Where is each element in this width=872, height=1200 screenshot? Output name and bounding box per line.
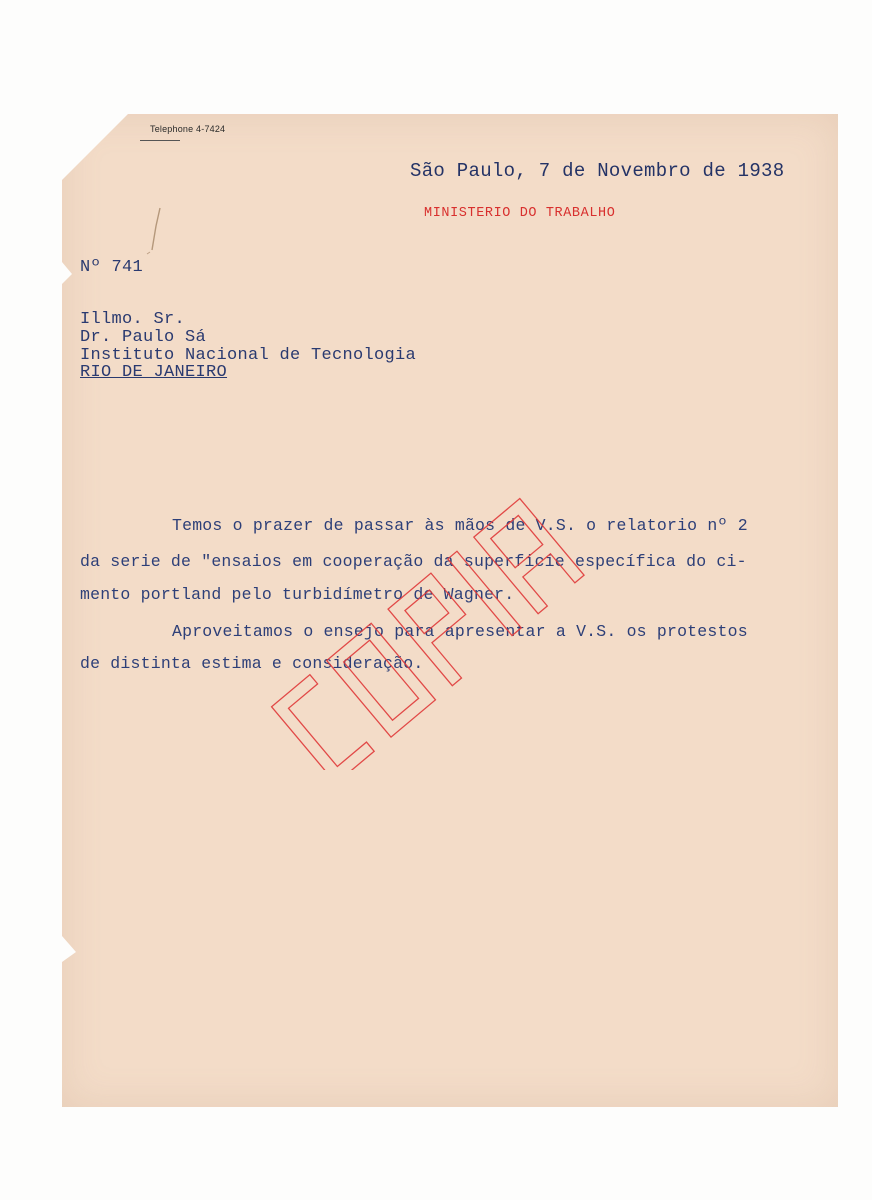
- address-salutation: Illmo. Sr.: [80, 310, 186, 329]
- letter-number: Nº 741: [80, 258, 144, 277]
- body-line-2: da serie de "ensaios em cooperação da superficie específica do ci-: [80, 552, 747, 571]
- letterhead-telephone: Telephone 4-7424: [150, 124, 226, 134]
- address-recipient: Dr. Paulo Sá: [80, 328, 207, 347]
- address-city: RIO DE JANEIRO: [80, 363, 228, 382]
- body-line-4: Aproveitamos o ensejo para apresentar a V.S. os protestos: [172, 622, 748, 641]
- letterhead-rule: [140, 140, 180, 141]
- body-line-1: Temos o prazer de passar às mãos de V.S. o relatorio nº 2: [172, 516, 748, 535]
- body-line-3: mento portland pelo turbidímetro de Wagner.: [80, 585, 515, 604]
- letter-date: São Paulo, 7 de Novembro de 1938: [410, 160, 785, 182]
- body-line-5: de distinta estima e consideração.: [80, 654, 424, 673]
- copia-stamp: [220, 430, 640, 770]
- paper-crease-mark: [146, 206, 166, 256]
- address-institution: Instituto Nacional de Tecnologia: [80, 346, 417, 365]
- ministry-stamp: MINISTERIO DO TRABALHO: [424, 206, 616, 221]
